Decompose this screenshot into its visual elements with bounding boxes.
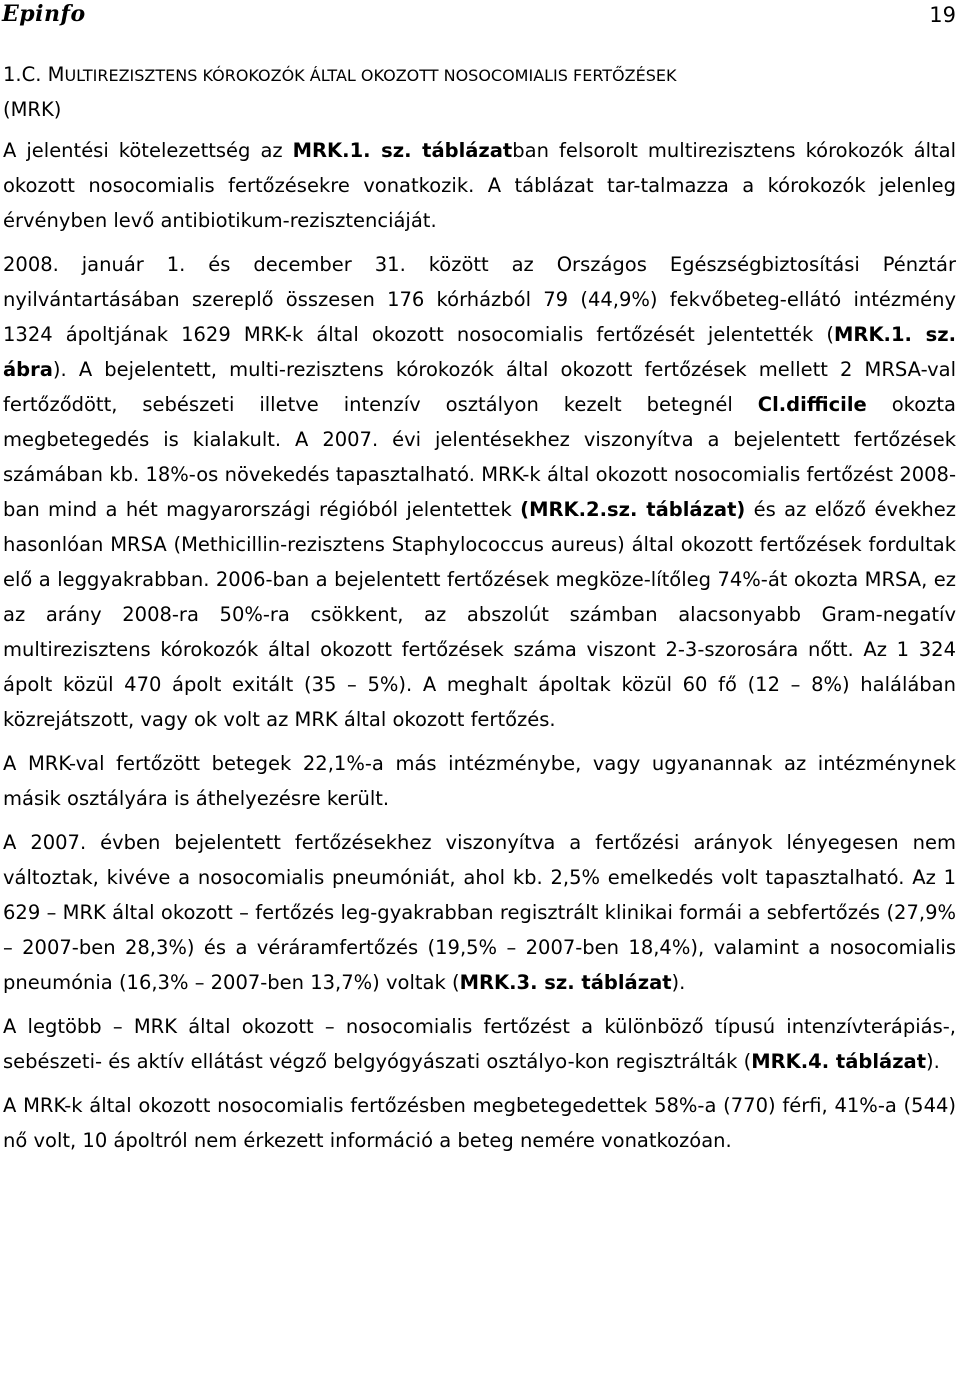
page-number: 19 [929, 3, 956, 27]
paragraph-clinical-forms [3, 825, 956, 1000]
section-title-initial: M [47, 63, 65, 86]
table-reference: MRK.1. sz. táblázat [292, 139, 513, 162]
figure-reference: MRK.1. sz. ábra [3, 323, 956, 381]
text-run: A 2007. évben bejelentett fertőzésekhez viszonyítva a fertőzési arányok lényegesen nem változtak, kivéve a nosocomialis pneumóniát, ahol kb. 2,5% emelkedés volt tapasztalható. Az 1 629 – MRK által okozott – fertőzés leg-gyakrabban regisztrált klinikai formái a sebfertőzés (27,9% – 2007-ben 28,3%) és a véráramfertőzés (19,5% – 2007-ben 18,4%), valamint a nosocomialis pneumónia (16,3% – 2007-ben 13,7%) voltak ( [3, 831, 956, 994]
paragraph-transfers: A MRK-val fertőzött betegek 22,1%-a más intézménybe, vagy ugyanannak az intézménynek másik osztályára is áthelyezésre került. [3, 752, 956, 810]
text-run: A legtöbb – MRK által okozott – nosocomialis fertőzést a különböző típusú intenzívterápiás-, sebészeti- és aktív ellátást végző belgyógyászati osztályo-kon regisztrálták ( [3, 1015, 956, 1073]
text-run: ban felsorolt multirezisztens kórokozók által okozott nosocomialis fertőzésekre vonatkozik. A táblázat tar-talmazza a kórokozók jelenleg érvényben levő antibiotikum-rezisztenciáját. [3, 139, 956, 232]
paragraph-departments [3, 1009, 956, 1079]
table-reference: MRK.4. táblázat [751, 1050, 927, 1073]
paragraph-gender: A MRK-k által okozott nosocomialis fertőzésben megbetegedettek 58%-a (770) férfi, 41%-a (544) nő volt, 10 ápoltról nem érkezett információ a beteg nemére vonatkozóan. [3, 1094, 956, 1152]
table-reference: (MRK.2.sz. táblázat) [520, 498, 746, 521]
paragraph-reporting-obligation [3, 133, 956, 238]
section-title-suffix: (MRK) [3, 98, 62, 121]
paragraph-2008-reports [3, 247, 956, 737]
text-run: 2008. január 1. és december 31. között az Országos Egészségbiztosítási Pénztár nyilvántartásában szereplő összesen 176 kórházból 79 (44,9%) fekvőbeteg-ellátó intézmény 1324 ápoltjának 1629 MRK-k által okozott nosocomialis fertőzését jelentették ( [3, 253, 956, 346]
page-content [3, 58, 956, 1165]
section-title-text: ULTIREZISZTENS KÓROKOZÓK ÁLTAL OKOZOTT NOSOCOMIALIS FERTŐZÉSEK [64, 66, 677, 85]
text-run: A jelentési kötelezettség az [3, 139, 293, 162]
page-header [0, 0, 960, 40]
text-run: és az előző évekhez hasonlóan MRSA (Methicillin-rezisztens Staphylococcus aureus) által okozott fertőzések fordultak elő a leggyakrabban. 2006-ban a bejelentett fertőzések megköze-lítőleg 74%-át okozta MRSA, ez az arány 2008-ra 50%-ra csökkent, az abszolút számban alacsonyabb Gram-negatív multirezisztens kórokozók által okozott fertőzések száma viszont 2-3-szorosára nőtt. Az 1 324 ápolt közül 470 ápolt exitált (35 – 5%). A meghalt ápoltak közül 60 fő (12 – 8%) halálában közrejátszott, vagy ok volt az MRK által okozott fertőzés. [3, 498, 956, 731]
pathogen-name: Cl.difficile [757, 393, 867, 416]
epinfo-logo: Epinfo [2, 1, 86, 27]
section-number: 1.C. [3, 63, 42, 86]
text-run: ). [926, 1050, 940, 1073]
text-run: ). [671, 971, 686, 994]
text-run: ). A bejelentett, multi-rezisztens kórokozók által okozott fertőzések mellett 2 MRSA-val fertőződött, sebészeti illetve intenzív osztályon kezelt betegnél [3, 358, 956, 416]
text-run: okozta megbetegedés is kialakult. A 2007. évi jelentésekhez viszonyítva a bejelentett fertőzések számában kb. 18%-os növekedés tapasztalható. MRK-k által okozott nosocomialis fertőzést 2008-ban mind a hét magyarországi régióból jelentettek [3, 393, 956, 521]
table-reference: MRK.3. sz. táblázat [459, 971, 672, 994]
section-title [3, 58, 956, 127]
